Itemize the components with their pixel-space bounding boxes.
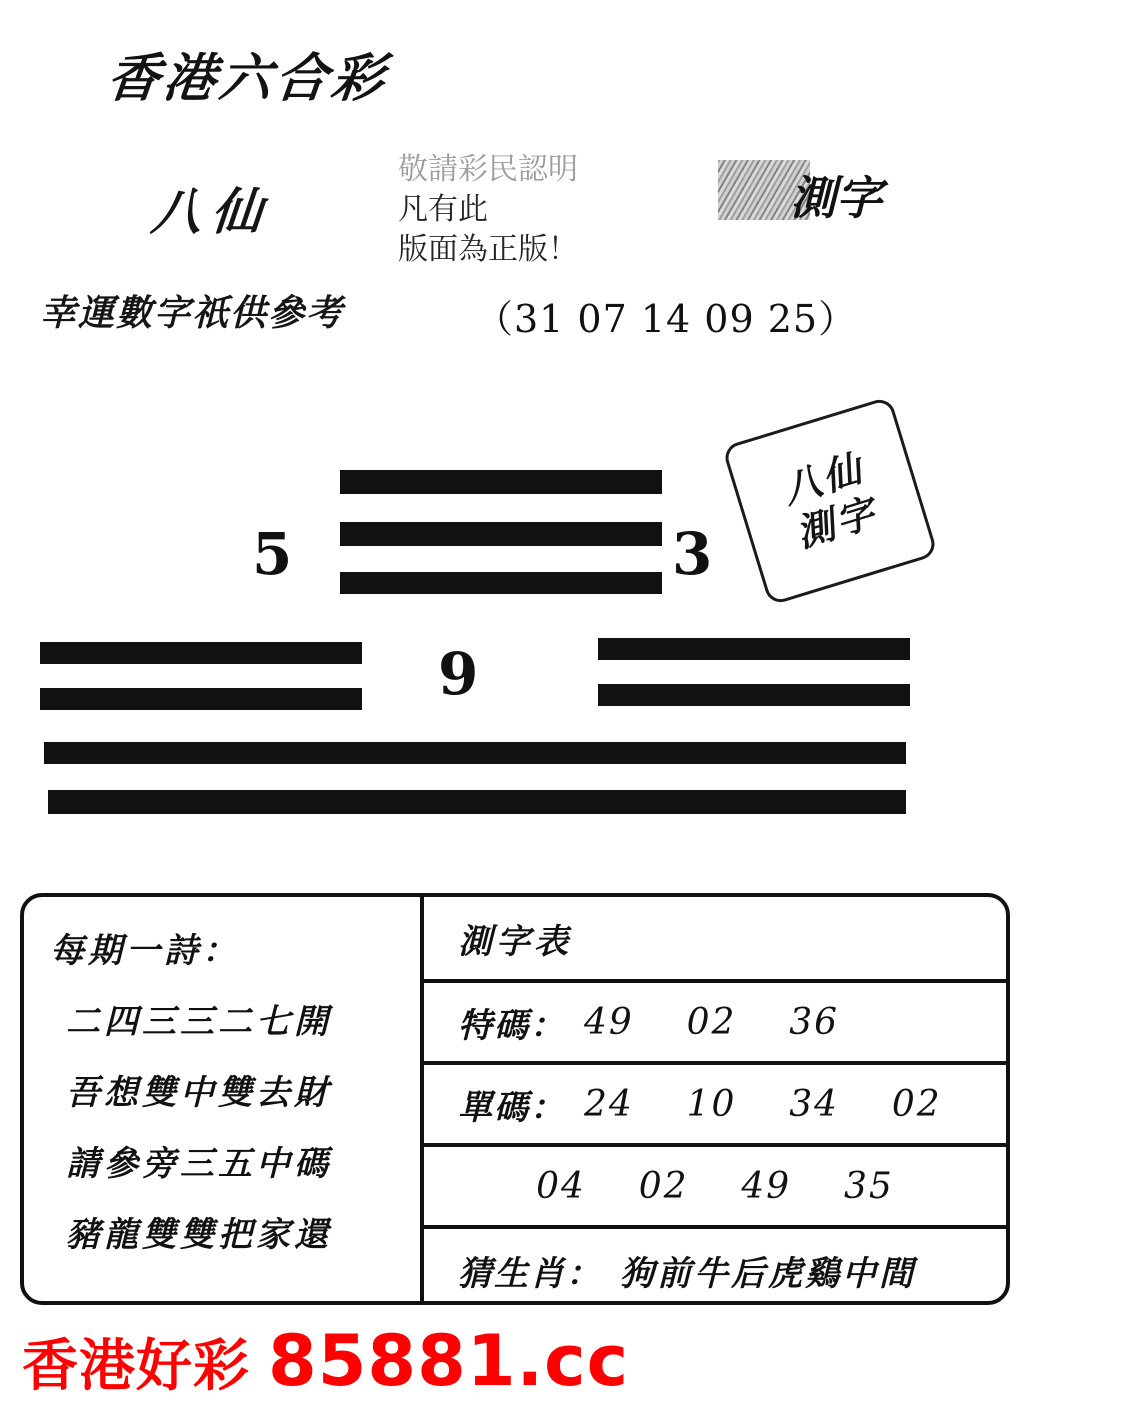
poem-line: 二四三三二七開 xyxy=(66,1002,332,1042)
number-cell: 02 xyxy=(638,1165,689,1207)
number-cell: 24 xyxy=(584,1083,634,1125)
lucky-number-label: 幸運數字祇供參考 xyxy=(40,292,345,334)
notice-line-1: 敬請彩民認明 xyxy=(398,152,578,187)
footer xyxy=(22,1320,629,1402)
number-cell: 10 xyxy=(686,1083,737,1125)
number-cell: 02 xyxy=(686,1001,737,1043)
hexagram-bar xyxy=(40,688,362,710)
number-cell: 36 xyxy=(789,1001,840,1043)
table-row xyxy=(424,1147,1006,1229)
zodiac-label: 猜生肖： xyxy=(458,1253,602,1294)
row-label: 特碼： xyxy=(458,1005,566,1046)
zodiac-row xyxy=(424,1229,1006,1305)
subtitle: 八仙 xyxy=(149,182,275,241)
poem-line: 請參旁三五中碼 xyxy=(66,1144,332,1184)
table-row xyxy=(424,1065,1006,1147)
number-cell: 34 xyxy=(789,1083,840,1125)
notice-block xyxy=(398,150,578,270)
hexagram-bar xyxy=(340,522,662,546)
number-cell: 04 xyxy=(536,1165,586,1207)
number-cell: 49 xyxy=(741,1165,792,1207)
number-cell: 35 xyxy=(844,1165,894,1207)
hexagram-bar xyxy=(340,470,662,494)
poem-heading: 每期一詩： xyxy=(50,931,240,971)
hexagram-bar xyxy=(598,638,910,660)
row-values xyxy=(584,1084,942,1125)
lucky-number-values: （31 07 14 09 25） xyxy=(475,297,858,341)
row-label: 單碼： xyxy=(458,1087,566,1128)
hexagram-number-right: 3 xyxy=(672,520,713,588)
number-cell: 02 xyxy=(891,1083,942,1125)
hexagram-bar xyxy=(598,684,910,706)
poem-line: 吾想雙中雙去財 xyxy=(66,1073,332,1113)
table-row xyxy=(424,983,1006,1065)
zodiac-value: 狗前牛后虎鷄中間 xyxy=(620,1253,916,1294)
footer-url[interactable]: 85881.cc xyxy=(268,1320,630,1402)
hexagram-number-left: 5 xyxy=(252,520,293,588)
hexagram-number-center: 9 xyxy=(438,640,479,708)
poem-section xyxy=(24,897,424,1301)
poem-line: 豬龍雙雙把家還 xyxy=(66,1215,332,1255)
number-cell: 49 xyxy=(584,1001,634,1043)
tag-line-2: 測字 xyxy=(790,489,883,557)
hexagram-bar xyxy=(44,742,906,764)
row-values xyxy=(536,1166,894,1207)
tag-line-1: 八仙 xyxy=(777,445,869,513)
number-table xyxy=(424,897,1006,1301)
page-title: 香港六合彩 xyxy=(104,48,391,109)
notice-line-3: 版面為正版！ xyxy=(398,232,578,267)
notice-line-2: 凡有此 xyxy=(398,192,488,227)
hexagram-bar xyxy=(340,572,662,594)
stamp-label: 測字 xyxy=(790,171,882,225)
hexagram-bar xyxy=(40,642,362,664)
table-heading: 測字表 xyxy=(424,897,1006,983)
footer-brand: 香港好彩 xyxy=(22,1334,250,1399)
hexagram-bar xyxy=(48,790,906,814)
info-panel xyxy=(20,893,1010,1305)
row-values xyxy=(584,1002,839,1043)
hexagram-diagram xyxy=(0,430,1127,830)
